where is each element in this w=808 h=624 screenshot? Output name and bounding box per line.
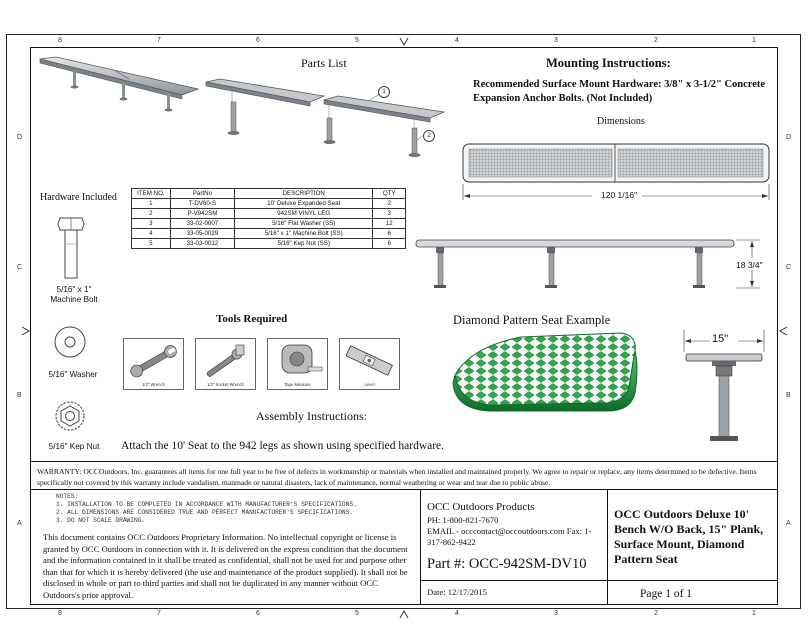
zone-bottom-7: 7 [157,610,161,617]
level-icon [340,339,399,383]
tool-socket-label: 1/2" Socket Wrench [207,382,244,387]
col-description: DESCRIPTION [235,189,373,199]
cell: 942SM VINYL LEG [235,209,373,219]
cell: 12 [373,219,406,229]
bolt-label: 5/16" x 1" Machine Bolt [50,285,98,304]
center-mark-bottom-icon [398,608,410,620]
table-row [132,229,406,239]
mounting-description: Recommended Surface Mount Hardware: 3/8" x 3-1/2" Concrete Expansion Anchor Bolts. (Not Included) [473,79,766,104]
zone-top-1: 1 [752,37,756,44]
table-row [132,239,406,249]
cell: 33-03-0012 [170,239,234,249]
warranty-text: WARRANTY: OCCOutdoors, Inc. guarantees all items for one full year to be free of defects in workmanship or materials when installed and maintained properly. We agree to repair or replace, any items determined to be defective. Items specifically not covered by this warranty include vandalism, manmade or natural disasters, lack of maintenance, normal weathering or wear and tear due to public abuse. [37,467,757,487]
tool-level-label: Level [364,382,375,387]
cell: P-V942SM [170,209,234,219]
height-dimension: 18 3/4" [736,260,763,270]
zone-bottom-8: 8 [58,610,62,617]
tools-title: Tools Required [216,313,288,325]
col-item-no: ITEM NO. [132,189,171,199]
tool-level [339,338,400,390]
center-mark-right-icon [777,325,789,337]
note-2: 2. ALL DIMENSIONS ARE CONSIDERED TRUE AND PERFECT MANUFACTURER'S SPECIFICATIONS. [56,509,354,516]
zone-left-b: B [17,392,22,399]
divider-warranty-bottom [30,489,778,490]
zone-bottom-3: 3 [554,610,558,617]
note-3: 3. DO NOT SCALE DRAWING. [56,517,146,524]
tool-socket-wrench [195,338,256,390]
company-name: OCC Outdoors Products [427,501,535,513]
hardware-title: Hardware Included [40,192,117,203]
dimensions-title: Dimensions [597,116,645,127]
tape-measure-icon [268,339,327,383]
product-title: OCC Outdoors Deluxe 10' Bench W/O Back, 15" Plank, Surface Mount, Diamond Pattern Seat [614,507,764,566]
cell: 33-05-0029 [170,229,234,239]
zone-right-b: B [786,392,791,399]
zone-bottom-1: 1 [752,610,756,617]
zone-top-4: 4 [455,37,459,44]
notes-block [56,493,357,525]
machine-bolt-icon [56,214,86,282]
phone-text: PH: 1-800-821-7670 [427,515,499,525]
assembly-text: Attach the 10' Seat to the 942 legs as shown using specified hardware. [121,440,445,452]
zone-right-a: A [786,520,791,527]
titleblock-divider-v1 [420,489,421,605]
zone-bottom-5: 5 [355,610,359,617]
zone-left-c: C [17,264,23,271]
cell: 3 [373,209,406,219]
divider-warranty-top [30,461,778,462]
tool-tape-label: Tape Measure [284,382,311,387]
col-part-no: PartNo [170,189,234,199]
table-row [132,209,406,219]
parts-table-header [132,189,406,199]
tool-wrench-label: 1/2" Wrench [142,382,165,387]
zone-top-3: 3 [554,37,558,44]
width-dimension: 15" [712,333,729,345]
col-qty: QTY [373,189,406,199]
cell: 3 [132,219,171,229]
zone-bottom-2: 2 [654,610,658,617]
proprietary-notice: This document contains OCC Outdoors Proprietary Information. No intellectual copyright or license is granted by OCC Outdoors in connection with it. It is delivered on the express condition that the document and the information contained in it shall be treated as confidential, shall not be used for and purpose other than that for which it is hereby delivered (the use and maintenance of the product supplied). It shall not be disclosed in whole or part to third parties and shall not be duplicated in any manner without OCC Outdoors's prior approval. [43,532,408,600]
washer-label: 5/16" Washer [48,370,98,379]
balloon-1: 1 [378,86,390,98]
diamond-title: Diamond Pattern Seat Example [453,313,611,327]
contact-info [427,515,607,548]
zone-right-d: D [786,134,792,141]
cell: 10' Deluxe Expanded Seat [235,199,373,209]
balloon-2: 2 [423,130,435,142]
note-1: 1. INSTALLATION TO BE COMPLETED IN ACCORDANCE WITH MANUFACTURER'S SPECIFICATIONS. [56,501,357,508]
tool-wrench [123,338,184,390]
socket-wrench-icon [196,339,255,383]
bench-side-view-drawing [414,228,764,294]
table-row [132,219,406,229]
cell: 5/16" x 1" Machine Bolt (SS) [235,229,373,239]
zone-left-a: A [17,520,22,527]
parts-list-title: Parts List [301,56,347,70]
cell: 2 [132,209,171,219]
zone-top-2: 2 [654,37,658,44]
drawing-date: Date: 12/17/2015 [427,587,487,597]
cell: 33-02-0007 [170,219,234,229]
titleblock-divider-v2 [607,489,608,605]
cell: 2 [373,199,406,209]
cell: 5/16" Kep Nut (SS) [235,239,373,249]
kep-nut-icon [54,400,86,432]
page-number: Page 1 of 1 [640,588,693,600]
cell: 6 [373,239,406,249]
zone-top-5: 5 [355,37,359,44]
zone-top-6: 6 [256,37,260,44]
table-row [132,199,406,209]
parts-table [131,188,406,249]
email-text: EMAIL - occcontact@occoutdoors.com Fax: 1-317-862-9422 [427,526,592,547]
titleblock-divider-h [420,580,778,581]
center-mark-top-icon [398,36,410,48]
exploded-assembly-illustration [200,78,445,160]
washer-icon [52,324,88,360]
wrench-icon [124,339,183,383]
mounting-title: Mounting Instructions: [546,56,671,70]
length-dimension: 120 1/16" [601,190,638,200]
cell: T-DV60-S [170,199,234,209]
cell: 5 [132,239,171,249]
center-mark-left-icon [20,325,32,337]
cell: 6 [373,229,406,239]
bench-isometric-illustration [36,55,201,115]
kep-nut-label: 5/16" Kep Nut [48,442,100,451]
diamond-pattern-seat-image [451,327,641,413]
part-number: Part #: OCC-942SM-DV10 [427,556,587,572]
tool-tape-measure [267,338,328,390]
zone-bottom-4: 4 [455,610,459,617]
zone-right-c: C [786,264,792,271]
assembly-title: Assembly Instructions: [256,409,367,423]
cell: 5/16" Flat Washer (SS) [235,219,373,229]
zone-top-7: 7 [157,37,161,44]
notes-title: NOTES: [56,493,79,500]
zone-left-d: D [17,134,23,141]
zone-top-8: 8 [58,37,62,44]
cell: 1 [132,199,171,209]
cell: 4 [132,229,171,239]
zone-bottom-6: 6 [256,610,260,617]
